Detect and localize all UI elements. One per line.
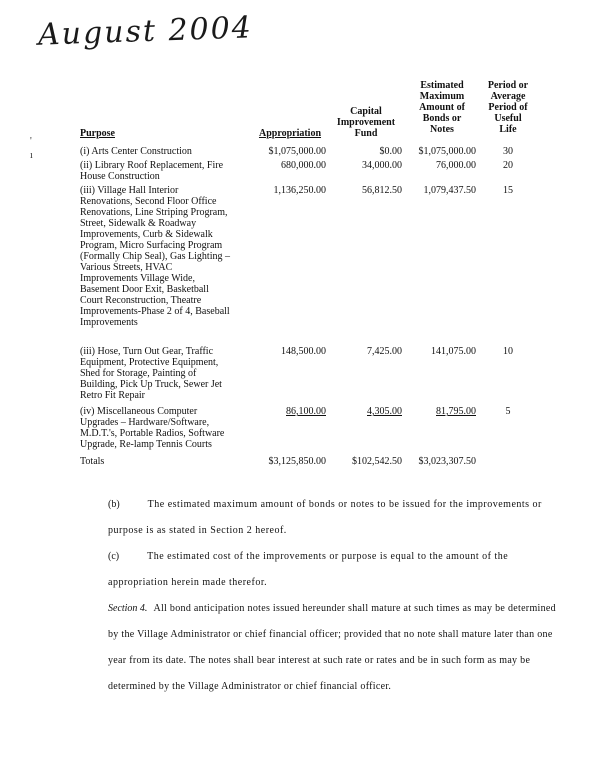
paragraph-b: (b) The estimated maximum amount of bonds or notes to be issued for the improvements or purpose is as stated in Section 2 hereof. <box>108 499 542 536</box>
totals-label: Totals <box>80 456 105 467</box>
row-estimated-max: 76,000.00 <box>436 160 476 171</box>
totals-capital-fund: $102,542.50 <box>352 456 402 467</box>
margin-mark: ı <box>30 150 33 161</box>
paragraph-section-4: Section 4. All bond anticipation notes issued hereunder shall mature at such times as may be determined by the Village Administrator or chief financial officer; provided that no note shall mature later than one year from its date. The notes shall bear interest at such rate or rates and be in such form as may be determined by the Village Administrator or chief financial officer. <box>108 603 556 692</box>
row-useful-life: 5 <box>505 406 511 417</box>
row-appropriation: 680,000.00 <box>281 160 326 171</box>
header-purpose: Purpose <box>80 128 115 139</box>
row-appropriation: 1,136,250.00 <box>273 185 326 196</box>
row-purpose: (iv) Miscellaneous Computer Upgrades – Hardware/Software, M.D.T.'s, Portable Radios, Software Upgrade, Re-lamp Tennis Courts <box>80 406 225 450</box>
row-purpose: (iii) Hose, Turn Out Gear, Traffic Equipment, Protective Equipment, Shed for Storage, Painting of Building, Pick Up Truck, Sewer Jet Retro Fit Repair <box>80 346 222 401</box>
row-purpose: (ii) Library Roof Replacement, Fire House Construction <box>80 160 224 182</box>
row-appropriation: $1,075,000.00 <box>268 146 326 157</box>
header-appropriation: Appropriation <box>258 128 322 139</box>
header-capital-improvement-fund: Capital Improvement Fund <box>336 106 396 139</box>
paragraph-c: (c) The estimated cost of the improvements or purpose is equal to the amount of the appropriation herein made therefor. <box>108 551 509 588</box>
row-purpose: (iii) Village Hall Interior Renovations, Second Floor Office Renovations, Line Striping Program, Street, Sidewalk & Roadway Improvements, Curb & Sidewalk Program, Micro Surfacing Program (Formally Chip Seal), Gas Lighting – Various Streets, HVAC Improvements Village Wide, Basement Door Exit, Basketball Court Reconstruction, Theatre Improvements-Phase 2 of 4, Baseball Improvements <box>80 185 230 328</box>
handwritten-date-note: August 2004 <box>37 10 254 53</box>
row-appropriation: 148,500.00 <box>281 346 326 357</box>
margin-mark: ' <box>30 136 32 147</box>
row-estimated-max: 81,795.00 <box>436 406 476 417</box>
row-useful-life: 20 <box>503 160 513 171</box>
row-capital-fund: 56,812.50 <box>362 185 402 196</box>
row-estimated-max: 141,075.00 <box>431 346 476 357</box>
row-useful-life: 10 <box>503 346 513 357</box>
row-purpose: (i) Arts Center Construction <box>80 146 192 157</box>
row-estimated-max: 1,079,437.50 <box>423 185 476 196</box>
row-capital-fund: $0.00 <box>379 146 402 157</box>
totals-estimated-max: $3,023,307.50 <box>418 456 476 467</box>
row-useful-life: 15 <box>503 185 513 196</box>
row-capital-fund: 34,000.00 <box>362 160 402 171</box>
header-useful-life: Period or Average Period of Useful Life <box>487 80 529 135</box>
header-estimated-maximum: Estimated Maximum Amount of Bonds or Notes <box>419 80 465 135</box>
row-estimated-max: $1,075,000.00 <box>418 146 476 157</box>
row-useful-life: 30 <box>503 146 513 157</box>
row-appropriation: 86,100.00 <box>286 406 326 417</box>
row-capital-fund: 7,425.00 <box>367 346 402 357</box>
row-capital-fund: 4,305.00 <box>367 406 402 417</box>
totals-appropriation: $3,125,850.00 <box>268 456 326 467</box>
